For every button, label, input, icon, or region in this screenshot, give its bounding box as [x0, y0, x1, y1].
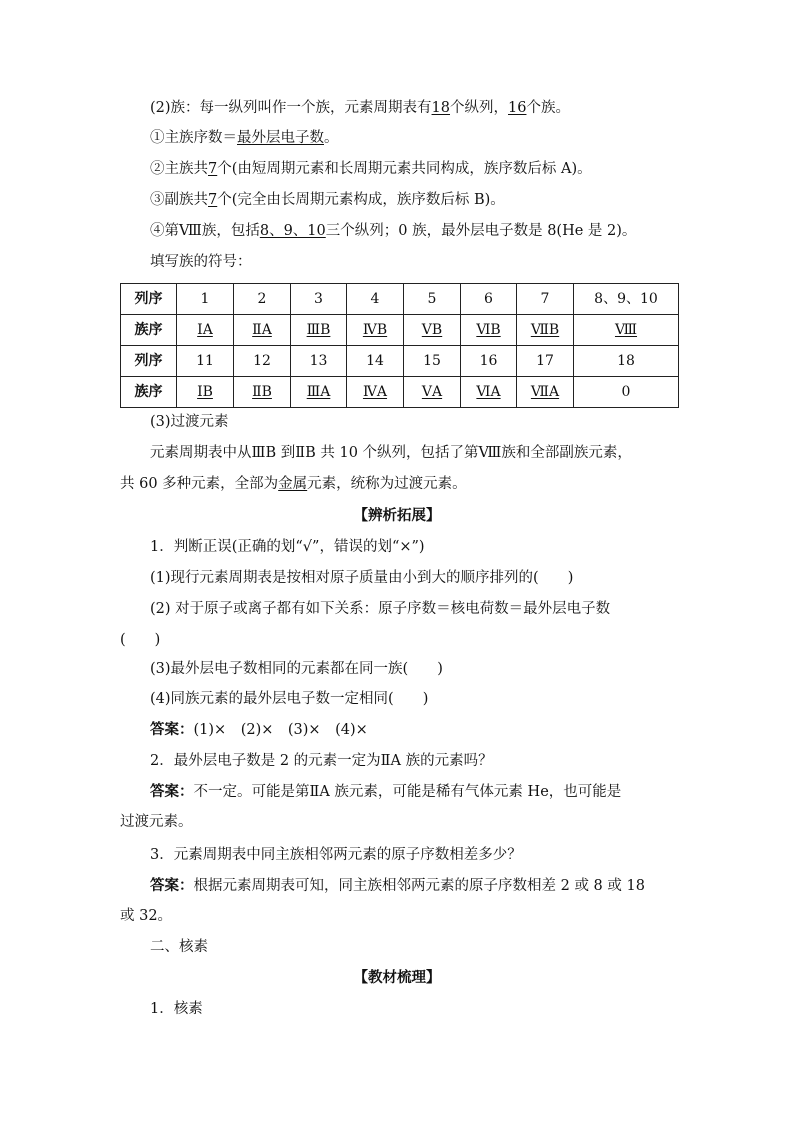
answer-blank: ⅡA — [252, 322, 272, 338]
table-cell — [291, 315, 347, 346]
table-value: 0 — [621, 384, 631, 400]
question-2: 2．最外层电子数是 2 的元素一定为ⅡA 族的元素吗？ — [150, 753, 493, 769]
question-3: 3．元素周期表中同主族相邻两元素的原子序数相差多少？ — [150, 847, 522, 863]
table-cell: 12 — [234, 346, 291, 377]
column-order-header: 列序 — [121, 284, 177, 315]
analysis-section-heading: 【辨析拓展】 — [353, 507, 441, 524]
table-cell — [517, 377, 574, 408]
table-cell — [234, 315, 291, 346]
transition-elements-title: (3)过渡元素 — [150, 414, 229, 430]
fill-symbols-prompt: 填写族的符号： — [150, 254, 252, 270]
group-order-header: 族序 — [121, 315, 177, 346]
text-segment: 共 60 多种元素，全部为 — [120, 476, 279, 492]
nuclide-item-1: 1．核素 — [150, 1001, 203, 1017]
table-cell — [347, 315, 404, 346]
text-segment: ④第Ⅷ族，包括 — [150, 223, 260, 239]
answer-blank: ⅦB — [530, 322, 560, 338]
table-cell: 11 — [177, 346, 234, 377]
answer-label: 答案： — [150, 783, 194, 800]
question-1-item-2: (2) 对于原子或离子都有如下关系：原子序数＝核电荷数＝最外层电子数 — [150, 601, 611, 617]
sub-groups-count-line — [150, 190, 505, 210]
answer-blank: ⅦA — [530, 384, 560, 400]
text-segment: (2)族：每一纵列叫作一个族，元素周期表有 — [150, 100, 432, 116]
table-row — [121, 346, 679, 377]
table-row — [121, 315, 679, 346]
answer-blank: ⅢA — [306, 384, 331, 400]
answer-text: 根据元素周期表可知，同主族相邻两元素的原子序数相差 2 或 8 或 18 — [193, 878, 645, 894]
main-group-number-line — [150, 128, 339, 148]
table-cell — [574, 315, 679, 346]
answer-2 — [150, 782, 621, 802]
text-segment: ②主族共 — [150, 161, 208, 177]
answer-blank: Ⅷ — [614, 322, 638, 338]
text-segment: 个(由短周期元素和长周期元素共同构成，族序数后标 A)。 — [217, 161, 592, 177]
transition-paragraph-line-2 — [120, 474, 467, 494]
table-cell — [404, 377, 461, 408]
table-cell — [234, 377, 291, 408]
answer-3-continued: 或 32。 — [120, 908, 173, 924]
answer-2-continued: 过渡元素。 — [120, 814, 193, 830]
group-definition-line — [150, 98, 570, 118]
transition-paragraph-line-1: 元素周期表中从ⅢB 到ⅡB 共 10 个纵列，包括了第Ⅷ族和全部副族元素， — [150, 445, 632, 461]
table-cell: 15 — [404, 346, 461, 377]
text-segment: ①主族序数＝ — [150, 130, 237, 146]
answer-blank: 金属 — [278, 476, 308, 492]
question-1-item-4: (4)同族元素的最外层电子数一定相同( ) — [150, 691, 429, 707]
table-cell: 13 — [291, 346, 347, 377]
table-cell: 8、9、10 — [574, 284, 679, 315]
main-groups-count-line — [150, 159, 592, 179]
group-eight-line — [150, 221, 636, 241]
table-cell — [574, 377, 679, 408]
table-row — [121, 284, 679, 315]
table-cell — [347, 377, 404, 408]
text-segment: 三个纵列；0 族，最外层电子数是 8(He 是 2)。 — [325, 223, 637, 239]
answer-blank: 16 — [508, 100, 527, 116]
answer-label: 答案： — [150, 877, 194, 894]
table-cell — [461, 315, 517, 346]
table-cell — [461, 377, 517, 408]
text-segment: ③副族共 — [150, 192, 208, 208]
section-2-title: 二、核素 — [150, 939, 208, 955]
question-1-item-2-bracket: ( ) — [120, 632, 161, 648]
answer-blank: 18 — [431, 100, 450, 116]
answer-3 — [150, 876, 645, 896]
question-1-item-3: (3)最外层电子数相同的元素都在同一族( ) — [150, 661, 443, 677]
table-cell — [404, 315, 461, 346]
answer-blank: ⅢB — [306, 322, 331, 338]
table-cell — [517, 315, 574, 346]
table-cell — [177, 377, 234, 408]
answer-blank: ⅣB — [362, 322, 388, 338]
answer-text: 不一定。可能是第ⅡA 族元素，可能是稀有气体元素 He，也可能是 — [193, 784, 622, 800]
answer-blank: ⅥA — [476, 384, 501, 400]
answer-blank: ⅡB — [252, 384, 272, 400]
answer-blank: 8、9、10 — [259, 223, 326, 239]
answer-blank: 7 — [208, 161, 218, 177]
table-row — [121, 377, 679, 408]
table-cell: 7 — [517, 284, 574, 315]
group-order-header: 族序 — [121, 377, 177, 408]
answer-blank: ⅥB — [476, 322, 501, 338]
answer-blank: 最外层电子数 — [237, 130, 324, 146]
answer-blank: ⅠA — [197, 322, 213, 338]
column-order-header: 列序 — [121, 346, 177, 377]
table-cell: 2 — [234, 284, 291, 315]
table-cell: 16 — [461, 346, 517, 377]
text-segment: 个族。 — [526, 100, 570, 116]
table-cell: 18 — [574, 346, 679, 377]
table-cell: 17 — [517, 346, 574, 377]
text-segment: 元素，统称为过渡元素。 — [307, 476, 467, 492]
table-cell: 5 — [404, 284, 461, 315]
table-cell: 3 — [291, 284, 347, 315]
answer-blank: ⅤA — [421, 384, 443, 400]
text-segment: 个(完全由长周期元素构成，族序数后标 B)。 — [217, 192, 505, 208]
group-symbol-table — [120, 283, 679, 408]
table-cell: 6 — [461, 284, 517, 315]
text-segment: 。 — [324, 130, 339, 146]
answer-blank: 7 — [208, 192, 218, 208]
table-cell: 1 — [177, 284, 234, 315]
table-cell: 14 — [347, 346, 404, 377]
question-1-item-1: (1)现行元素周期表是按相对原子质量由小到大的顺序排列的( ) — [150, 570, 574, 586]
question-1: 1．判断正误(正确的划“√”，错误的划“×”) — [150, 539, 425, 555]
answer-text: (1)× (2)× (3)× (4)× — [193, 722, 368, 738]
table-cell: 4 — [347, 284, 404, 315]
table-cell — [177, 315, 234, 346]
answer-blank: ⅣA — [362, 384, 388, 400]
textbook-section-heading: 【教材梳理】 — [353, 969, 441, 986]
answer-label: 答案： — [150, 721, 194, 738]
answer-blank: ⅠB — [197, 384, 213, 400]
answer-1 — [150, 720, 368, 740]
answer-blank: ⅤB — [421, 322, 443, 338]
text-segment: 个纵列， — [450, 100, 508, 116]
table-cell — [291, 377, 347, 408]
